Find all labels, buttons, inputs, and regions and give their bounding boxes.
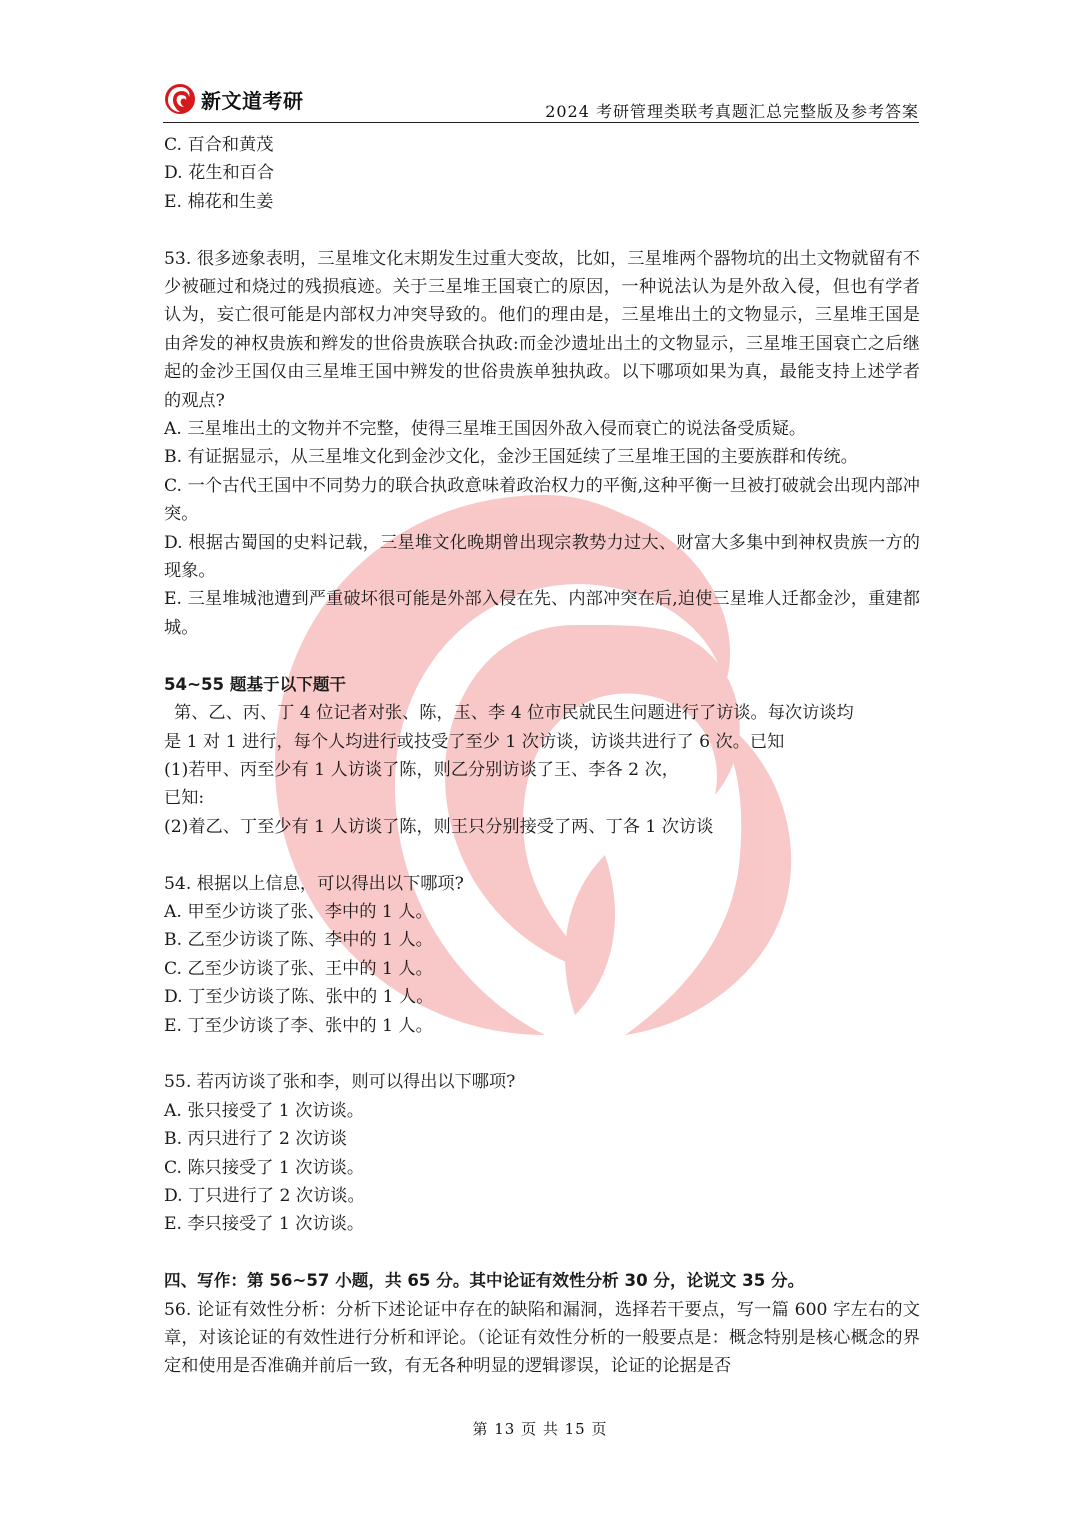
writing-section	[164, 1267, 920, 1381]
option-d: D. 丁至少访谈了陈、张中的 1 人。	[164, 987, 434, 1008]
previous-question-options	[164, 131, 920, 216]
option-e: E. 三星堆城池遭到严重破坏很可能是外部入侵在先、内部冲突在后,迫使三星堆人迁都金沙，重建都城。	[164, 589, 920, 638]
condition-1: (1)若甲、丙至少有 1 人访谈了陈，则乙分别访谈了王、李各 2 次，	[164, 759, 679, 780]
page-header	[163, 78, 919, 126]
question-53	[164, 245, 920, 643]
phoenix-logo-icon	[163, 82, 197, 116]
option-c: C. 百合和黄茂	[164, 135, 274, 155]
option-d: D. 花生和百合	[164, 163, 275, 184]
option-e: E. 李只接受了 1 次访谈。	[164, 1214, 365, 1235]
stem-line: 第、乙、丙、丁 4 位记者对张、陈，玉、李 4 位市民就民生问题进行了访谈。每次访谈均	[174, 703, 854, 724]
brand-logo	[163, 82, 304, 116]
shared-stem-54-55	[164, 671, 920, 841]
option-a: A. 甲至少访谈了张、李中的 1 人。	[164, 901, 433, 922]
stem-line: 是 1 对 1 进行，每个人均进行或技受了至少 1 次访谈，访谈共进行了 6 次。已知	[164, 731, 785, 752]
condition-2: (2)着乙、丁至少有 1 人访谈了陈，则王只分别接受了两、丁各 1 次访谈	[164, 816, 714, 837]
page-number: 第 13 页 共 15 页	[472, 1420, 608, 1438]
option-a: A. 张只接受了 1 次访谈。	[164, 1100, 364, 1121]
option-c: C. 一个古代王国中不同势力的联合执政意味着政治权力的平衡,这种平衡一旦被打破就会出现内部冲突。	[164, 475, 920, 525]
question-stem: 54. 根据以上信息，可以得出以下哪项?	[164, 873, 464, 894]
option-b: B. 乙至少访谈了陈、李中的 1 人。	[164, 930, 433, 951]
option-c: C. 陈只接受了 1 次访谈。	[164, 1157, 365, 1178]
option-b: B. 有证据显示，从三星堆文化到金沙文化，金沙王国延续了三星堆王国的主要族群和传统。	[164, 447, 858, 468]
page-content	[164, 131, 920, 1381]
option-e: E. 棉花和生姜	[164, 191, 274, 212]
option-e: E. 丁至少访谈了李、张中的 1 人。	[164, 1015, 433, 1036]
question-55	[164, 1068, 920, 1238]
option-d: D. 根据古蜀国的史料记载，三星堆文化晚期曾出现宗教势力过大、财富大多集中到神权贵族一方的现象。	[164, 532, 920, 582]
section-heading: 四、写作：第 56~57 小题，共 65 分。其中论证有效性分析 30 分，论说文 35 分。	[164, 1271, 805, 1291]
question-56-stem: 56. 论证有效性分析：分析下述论证中存在的缺陷和漏洞，选择若干要点，写一篇 600 字左右的文章，对该论证的有效性进行分析和评论。（论证有效性分析的一般要点是：概念特别是核心概念的界定和使用是否准确并前后一致，有无各种明显的逻辑谬误，论证的论据是否	[164, 1299, 920, 1377]
option-b: B. 丙只进行了 2 次访谈	[164, 1129, 347, 1150]
option-c: C. 乙至少访谈了张、王中的 1 人。	[164, 958, 433, 979]
option-a: A. 三星堆出土的文物并不完整，使得三星堆王国因外敌入侵而衰亡的说法备受质疑。	[164, 419, 807, 440]
question-stem: 53. 很多迹象表明，三星堆文化末期发生过重大变故，比如，三星堆两个器物坑的出土文物就留有不少被砸过和烧过的残损痕迹。关于三星堆王国衰亡的原因，一种说法认为是外敌入侵，但也有学者认为，妄亡很可能是内部权力冲突导致的。他们的理由是，三星堆出土的文物显示，三星堆王国是由斧发的神权贵族和辫发的世俗贵族联合执政:而金沙遗址出土的文物显示，三星堆王国衰亡之后继起的金沙王国仅由三星堆王国中辨发的世俗贵族单独执政。以下哪项如果为真，最能支持上述学者的观点?	[164, 248, 920, 411]
document-title: 2024 考研管理类联考真题汇总完整版及参考答案	[545, 102, 919, 121]
header-divider	[163, 122, 919, 123]
section-heading: 54~55 题基于以下题干	[164, 674, 347, 694]
stem-line: 已知:	[164, 788, 205, 809]
question-stem: 55. 若丙访谈了张和李，则可以得出以下哪项?	[164, 1072, 516, 1093]
question-54	[164, 870, 920, 1040]
option-d: D. 丁只进行了 2 次访谈。	[164, 1185, 365, 1206]
brand-name: 新文道考研	[201, 88, 304, 113]
